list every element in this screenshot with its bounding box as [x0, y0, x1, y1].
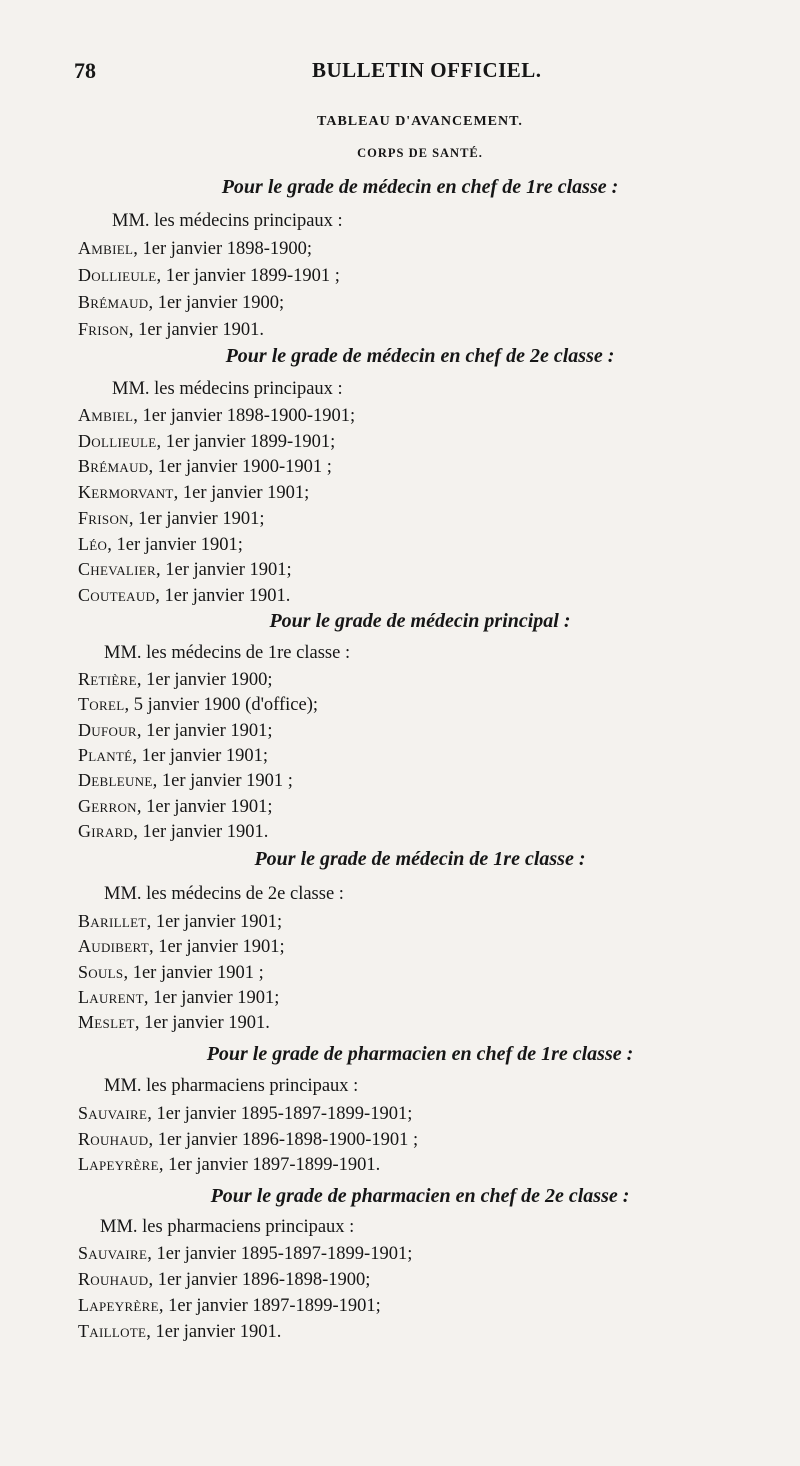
- candidate-entry: Rouhaud, 1er janvier 1896-1898-1900;: [78, 1269, 371, 1290]
- candidate-entry: Gerron, 1er janvier 1901;: [78, 795, 273, 817]
- promotion-date: 1er janvier 1901;: [153, 987, 280, 1008]
- candidate-entry: Lapeyrère, 1er janvier 1897-1899-1901;: [78, 1295, 381, 1316]
- grade-heading: Pour le grade de pharmacien en chef de 2e classe :: [210, 1185, 630, 1207]
- candidate-name: Sauvaire: [78, 1243, 148, 1263]
- candidate-name: Dufour: [78, 719, 137, 740]
- promotion-date: 1er janvier 1899-1901;: [165, 431, 336, 452]
- candidate-name: Planté: [78, 744, 133, 765]
- candidate-name: Lapeyrère: [78, 1295, 159, 1315]
- promotion-date: 1er janvier 1901;: [146, 796, 273, 817]
- promotion-date: 1er janvier 1901.: [144, 1013, 270, 1034]
- candidate-name: Laurent: [78, 986, 144, 1007]
- page-number: 78: [74, 58, 96, 83]
- grade-heading: Pour le grade de médecin en chef de 2e classe :: [225, 345, 615, 367]
- candidate-entry: Retière, 1er janvier 1900;: [78, 669, 273, 690]
- promotion-date: 1er janvier 1901.: [142, 821, 269, 842]
- candidate-entry: Souls, 1er janvier 1901 ;: [78, 961, 264, 983]
- candidate-name: Ambiel: [78, 238, 134, 258]
- candidate-entry: Couteaud, 1er janvier 1901.: [78, 584, 291, 606]
- candidate-entry: Frison, 1er janvier 1901.: [78, 319, 264, 340]
- candidate-entry: Barillet, 1er janvier 1901;: [78, 911, 283, 932]
- promotion-date: 1er janvier 1901;: [182, 483, 310, 504]
- candidate-name: Chevalier: [78, 559, 157, 580]
- promotion-date: 1er janvier 1896-1898-1900-1901 ;: [157, 1129, 419, 1150]
- candidate-name: Audibert: [78, 936, 149, 957]
- candidate-name: Rouhaud: [78, 1269, 149, 1289]
- promotion-date: 1er janvier 1901;: [138, 508, 265, 529]
- candidates-intro: MM. les médecins de 2e classe :: [104, 884, 344, 904]
- candidates-intro: MM. les médecins principaux :: [112, 379, 343, 399]
- section-subtitle: CORPS DE SANTÉ.: [357, 146, 483, 160]
- candidate-name: Lapeyrère: [78, 1154, 159, 1174]
- candidate-name: Dollieule: [78, 430, 157, 451]
- grade-heading: Pour le grade de pharmacien en chef de 1re classe :: [206, 1043, 634, 1065]
- promotion-date: 1er janvier 1900;: [157, 293, 285, 313]
- candidate-entry: Girard, 1er janvier 1901.: [78, 820, 269, 842]
- promotion-date: 1er janvier 1901;: [158, 937, 285, 958]
- candidate-entry: Ambiel, 1er janvier 1898-1900-1901;: [78, 405, 356, 426]
- candidate-entry: Léo, 1er janvier 1901;: [78, 533, 243, 555]
- promotion-date: 1er janvier 1900-1901 ;: [157, 457, 332, 478]
- candidate-name: Frison: [78, 319, 129, 339]
- grade-heading: Pour le grade de médecin de 1re classe :: [254, 848, 586, 870]
- promotion-date: 1er janvier 1901;: [165, 560, 292, 581]
- candidates-intro: MM. les médecins de 1re classe :: [104, 643, 351, 663]
- candidates-intro: MM. les pharmaciens principaux :: [100, 1217, 355, 1237]
- candidates-intro: MM. les pharmaciens principaux :: [104, 1076, 359, 1096]
- promotion-date: 1er janvier 1901;: [146, 720, 273, 741]
- grade-heading: Pour le grade de médecin principal :: [269, 610, 571, 632]
- candidate-name: Torel: [78, 694, 125, 715]
- promotion-date: 1er janvier 1895-1897-1899-1901;: [156, 1104, 413, 1124]
- grade-heading: Pour le grade de médecin en chef de 1re classe :: [221, 176, 619, 198]
- candidate-entry: Sauvaire, 1er janvier 1895-1897-1899-1901;: [78, 1103, 413, 1124]
- candidates-intro: MM. les médecins principaux :: [112, 211, 343, 231]
- candidate-entry: Laurent, 1er janvier 1901;: [78, 986, 280, 1008]
- candidate-name: Kermorvant: [78, 482, 174, 503]
- candidate-entry: Lapeyrère, 1er janvier 1897-1899-1901.: [78, 1154, 381, 1175]
- candidate-name: Gerron: [78, 795, 137, 816]
- promotion-date: 1er janvier 1896-1898-1900;: [157, 1270, 371, 1290]
- candidate-name: Sauvaire: [78, 1103, 148, 1123]
- candidate-name: Debleune: [78, 770, 153, 791]
- promotion-date: 1er janvier 1899-1901 ;: [165, 266, 340, 286]
- promotion-date: 1er janvier 1901;: [155, 912, 283, 932]
- candidate-entry: Torel, 5 janvier 1900 (d'office);: [78, 694, 319, 716]
- candidate-entry: Dollieule, 1er janvier 1899-1901 ;: [78, 265, 340, 286]
- promotion-date: 1er janvier 1901;: [141, 745, 269, 766]
- page-header: [0, 56, 800, 90]
- candidate-name: Girard: [78, 820, 134, 841]
- candidate-entry: Ambiel, 1er janvier 1898-1900;: [78, 238, 313, 259]
- promotion-date: 1er janvier 1897-1899-1901.: [168, 1155, 381, 1175]
- candidate-name: Brémaud: [78, 292, 149, 312]
- candidate-name: Dollieule: [78, 265, 157, 285]
- candidate-name: Léo: [78, 533, 108, 554]
- promotion-date: 1er janvier 1897-1899-1901;: [168, 1296, 381, 1316]
- candidate-name: Ambiel: [78, 405, 134, 425]
- candidate-entry: Dollieule, 1er janvier 1899-1901;: [78, 430, 336, 452]
- promotion-date: 1er janvier 1895-1897-1899-1901;: [156, 1244, 413, 1264]
- candidate-name: Taillote: [78, 1321, 147, 1341]
- promotion-date: 1er janvier 1898-1900;: [142, 239, 313, 259]
- candidate-name: Barillet: [78, 911, 147, 931]
- candidate-entry: Rouhaud, 1er janvier 1896-1898-1900-1901 ;: [78, 1128, 419, 1150]
- candidate-entry: Brémaud, 1er janvier 1900;: [78, 292, 285, 313]
- candidate-entry: Kermorvant, 1er janvier 1901;: [78, 482, 310, 504]
- candidate-entry: Frison, 1er janvier 1901;: [78, 507, 265, 529]
- candidate-name: Souls: [78, 961, 124, 982]
- promotion-date: 1er janvier 1901 ;: [161, 771, 293, 792]
- candidate-entry: Debleune, 1er janvier 1901 ;: [78, 770, 293, 792]
- promotion-date: 1er janvier 1901.: [164, 585, 291, 606]
- running-title: BULLETIN OFFICIEL.: [312, 58, 542, 82]
- promotion-date: 1er janvier 1900;: [146, 670, 273, 690]
- candidate-name: Meslet: [78, 1012, 135, 1033]
- candidate-entry: Brémaud, 1er janvier 1900-1901 ;: [78, 456, 332, 478]
- candidate-name: Frison: [78, 507, 129, 528]
- promotion-date: 1er janvier 1901.: [155, 1322, 282, 1342]
- section-title: TABLEAU D'AVANCEMENT.: [317, 114, 523, 129]
- candidate-entry: Sauvaire, 1er janvier 1895-1897-1899-1901;: [78, 1243, 413, 1264]
- promotion-date: 1er janvier 1901.: [138, 320, 264, 340]
- candidate-name: Couteaud: [78, 584, 156, 605]
- candidate-entry: Dufour, 1er janvier 1901;: [78, 719, 273, 741]
- candidate-name: Rouhaud: [78, 1128, 149, 1149]
- candidate-entry: Chevalier, 1er janvier 1901;: [78, 559, 292, 581]
- candidate-name: Brémaud: [78, 456, 149, 477]
- promotion-date: 1er janvier 1898-1900-1901;: [142, 406, 356, 426]
- candidate-name: Retière: [78, 669, 137, 689]
- promotion-date: 1er janvier 1901;: [116, 534, 243, 555]
- promotion-date: 1er janvier 1901 ;: [132, 962, 264, 983]
- candidate-entry: Planté, 1er janvier 1901;: [78, 744, 269, 766]
- candidate-entry: Audibert, 1er janvier 1901;: [78, 936, 285, 958]
- candidate-entry: Meslet, 1er janvier 1901.: [78, 1012, 270, 1034]
- candidate-entry: Taillote, 1er janvier 1901.: [78, 1321, 282, 1342]
- promotion-date: 5 janvier 1900 (d'office);: [133, 695, 319, 716]
